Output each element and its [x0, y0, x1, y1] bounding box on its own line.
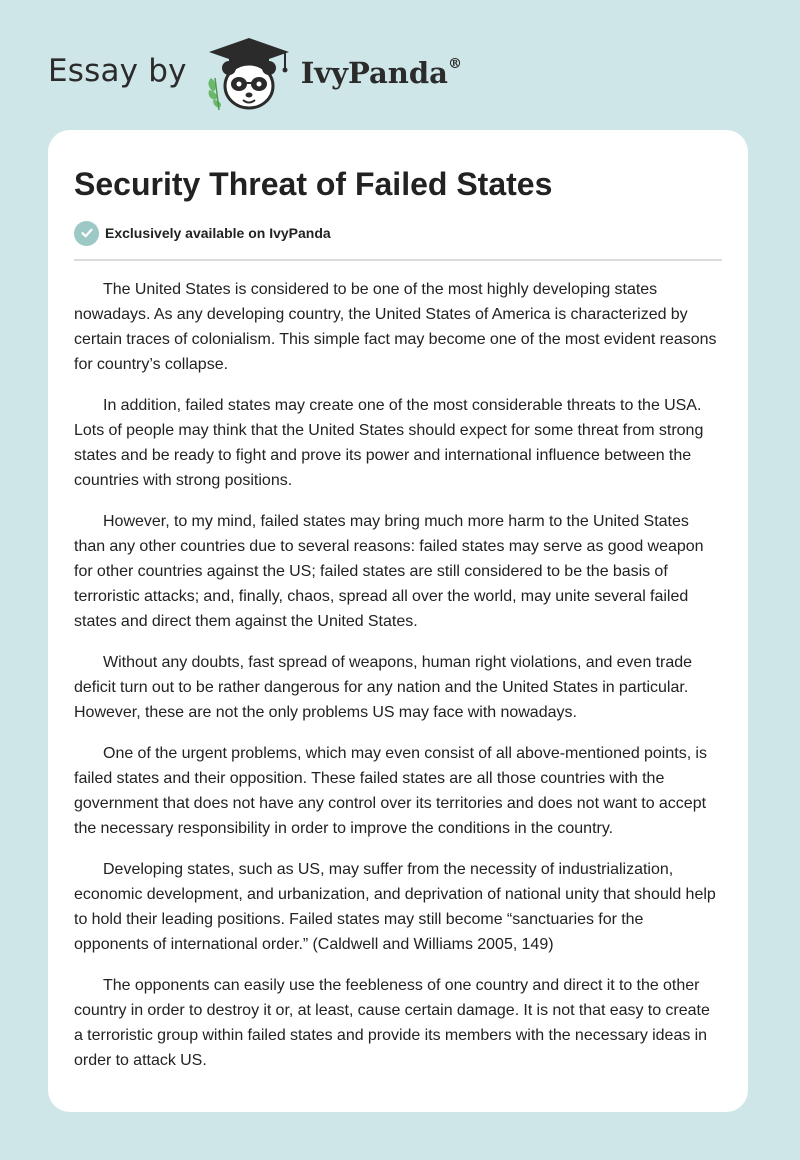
page-title: Security Threat of Failed States: [74, 166, 553, 202]
exclusive-label: Exclusively available on IvyPanda: [105, 225, 331, 241]
paragraph: One of the urgent problems, which may even consist of all above-mentioned points, is failed states and their opposition. These failed states are all those countries with the government that does not have any control over its territories and does not want to accept the necessary responsibility in order to improve the conditions in the country.: [74, 745, 707, 837]
essay-card: [48, 130, 748, 1112]
ivypanda-logo[interactable]: [201, 34, 462, 114]
paragraph: The opponents can easily use the feebleness of one country and direct it to the other country in order to destroy it or, at least, cause certain damage. It is not that easy to create a terroristic group within failed states and provide its members with the necessary ideas in order to attack US.: [74, 977, 710, 1069]
paragraph: Developing states, such as US, may suffer from the necessity of industrialization, economic development, and urbanization, and deprivation of national unity that should help to hold their leading positions. Failed states may still become “sanctuaries for the opponents of international order.” (Caldwell and Williams 2005, 149): [74, 861, 716, 953]
check-circle-icon: [74, 221, 99, 246]
paragraph: The United States is considered to be one of the most highly developing states nowadays. As any developing country, the United States of America is characterized by certain traces of colonialism. This simple fact may become one of the most evident reasons for country’s collapse.: [74, 281, 717, 373]
ivy-leaf-icon: [208, 78, 221, 110]
essay-by-label: Essay by: [48, 53, 187, 89]
exclusive-badge: [74, 220, 722, 246]
panda-graduation-cap-icon: [201, 34, 297, 114]
paragraph: Without any doubts, fast spread of weapons, human right violations, and even trade deficit turn out to be rather dangerous for any nation and the United States in particular. However, these are not the only problems US may face with nowadays.: [74, 654, 693, 721]
brand-name: IvyPanda®: [300, 56, 462, 90]
essay-body: [74, 277, 722, 1073]
site-header: [48, 34, 462, 114]
divider: [74, 259, 722, 261]
paragraph: In addition, failed states may create one of the most considerable threats to the USA. Lots of people may think that the United States should expect for some threat from strong states and be ready to fight and prove its power and international influence between the countries with strong positions.: [74, 397, 704, 489]
paragraph: However, to my mind, failed states may bring much more harm to the United States than any other countries due to several reasons: failed states may serve as good weapon for other countries against the US; failed states are still considered to be the basis of terroristic attacks; and, finally, chaos, spread all over the world, may unite several failed states and direct them against the United States.: [74, 513, 704, 630]
